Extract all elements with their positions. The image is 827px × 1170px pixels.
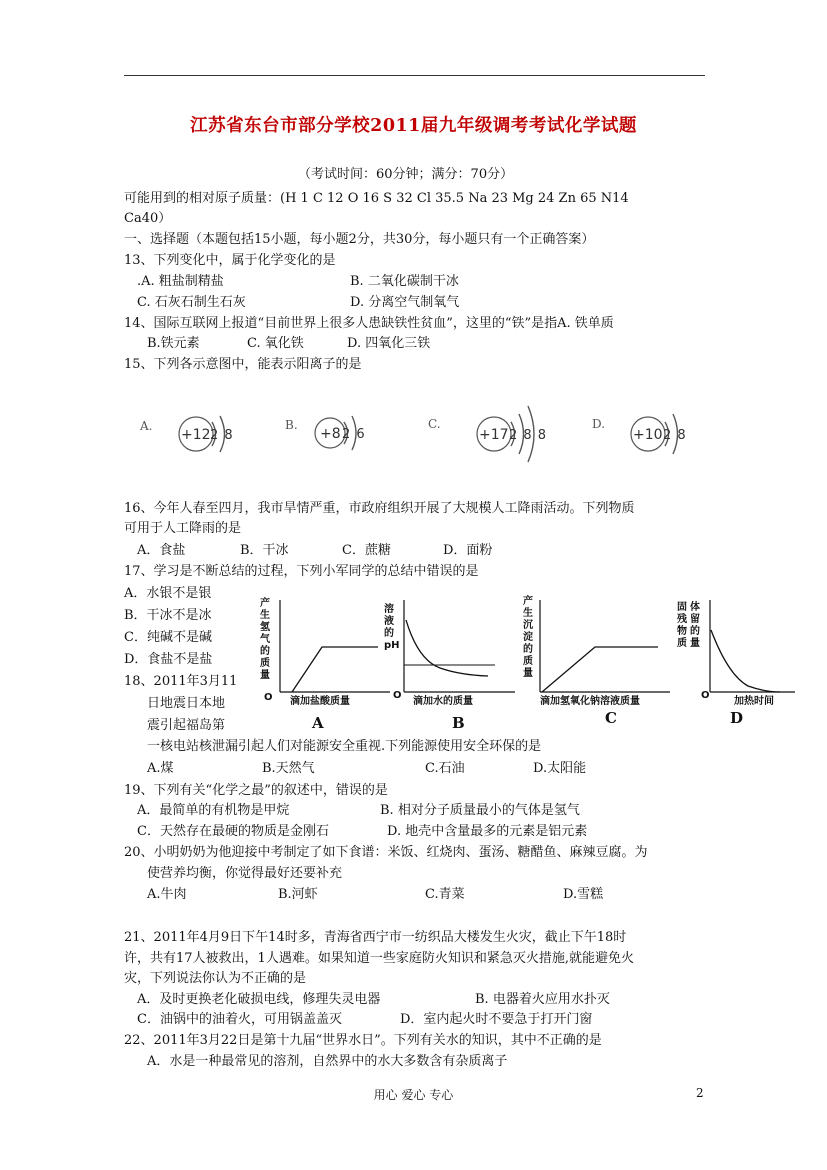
atom-a-nucleus: +12 — [181, 427, 211, 443]
graph-b-ylabel-char-0: 溶 — [384, 604, 394, 615]
graph-d — [677, 600, 795, 727]
graph-d-ylabel-col2-char-2: 的 — [690, 626, 700, 637]
atom-d-label: D. — [592, 417, 606, 431]
graph-c-xlabel: 滴加氢氧化钠溶液质量 — [540, 696, 640, 707]
q17-option-b: B．干冰不是冰 — [124, 608, 212, 623]
question-16-cont: 可用于人工降雨的是 — [124, 521, 242, 536]
atom-b — [285, 416, 366, 450]
question-20: 20、小明奶奶为他迎接中考制定了如下食谱：米饭、红烧肉、蛋汤、糖醋鱼、麻辣豆腐。为 — [124, 845, 648, 860]
graph-a-curve — [292, 647, 378, 692]
section-heading: 一、选择题（本题包括15小题，每小题2分，共30分，每小题只有一个正确答案） — [124, 232, 595, 247]
atom-d — [592, 414, 687, 454]
q21-option-d: D．室内起火时不要急于打开门窗 — [400, 1012, 593, 1027]
graph-d-ylabel-col2-char-0: 体 — [690, 602, 700, 613]
atom-d-nucleus: +10 — [633, 427, 663, 443]
q13-option-d: D. 分离空气制氧气 — [350, 295, 460, 310]
graph-b — [384, 600, 515, 732]
graph-b-ylabel-char-3: pH — [384, 640, 400, 651]
q17-option-d: D．食盐不是盐 — [124, 652, 213, 667]
q19-option-c: C．天然存在最硬的物质是金刚石 — [137, 824, 329, 839]
q16-option-c: C．蔗糖 — [342, 543, 391, 558]
q18-option-c: C.石油 — [425, 761, 465, 776]
question-22: 22、2011年3月22日是第十九届“世界水日”。下列有关水的知识，其中不正确的是 — [124, 1033, 602, 1048]
atom-a — [139, 416, 234, 452]
header-rule — [124, 75, 705, 76]
q17-option-a: A．水银不是银 — [124, 586, 212, 601]
graph-d-ylabel-col1-char-3: 质 — [677, 638, 687, 649]
q13-option-c: C. 石灰石制生石灰 — [137, 295, 246, 310]
footer-text: 用心 爱心 专心 — [373, 1088, 454, 1102]
graph-b-ylabel-char-1: 液 — [384, 616, 394, 627]
q21-option-b: B. 电器着火应用水扑灭 — [475, 992, 610, 1007]
q19-option-a: A．最简单的有机物是甲烷 — [137, 803, 290, 818]
q20-option-c: C.青菜 — [425, 887, 465, 902]
graph-d-origin: O — [701, 690, 710, 701]
q21-option-a: A．及时更换老化破损电线，修理失灵电器 — [137, 992, 381, 1007]
atomic-mass-line-2: Ca40） — [124, 211, 172, 226]
q20-option-a: A.牛肉 — [147, 887, 187, 902]
graph-d-letter: D — [730, 709, 744, 727]
q21-option-c: C．油锅中的油着火，可用锅盖盖灭 — [137, 1012, 342, 1027]
graph-c-letter: C — [605, 709, 617, 727]
graph-c-ylabel-char-6: 量 — [523, 668, 533, 679]
graph-a-ylabel-char-1: 生 — [260, 610, 270, 621]
question-21-line3: 灾，下列说法你认为不正确的是 — [124, 971, 307, 986]
q18-option-b: B.天然气 — [262, 761, 315, 776]
graph-b-origin: O — [393, 690, 402, 701]
q14-option-b: B.铁元素 — [147, 336, 200, 351]
graph-figure — [250, 590, 810, 740]
graph-d-ylabel-col1-char-2: 物 — [677, 626, 687, 637]
question-20-cont: 使营养均衡，你觉得最好还要补充 — [147, 866, 343, 881]
graph-a-origin: O — [264, 692, 273, 703]
atom-a-label: A. — [140, 419, 153, 433]
q18-option-d: D.太阳能 — [533, 761, 587, 776]
graph-a-xlabel: 滴加盐酸质量 — [290, 696, 350, 707]
graph-c-ylabel-char-5: 质 — [523, 656, 533, 667]
q17-option-c: C．纯碱不是碱 — [124, 630, 212, 645]
graph-d-ylabel-col1-char-1: 残 — [677, 614, 687, 625]
q14-option-d: D. 四氧化三铁 — [347, 336, 431, 351]
question-18-line4: 一核电站核泄漏引起人们对能源安全重视.下列能源使用安全环保的是 — [147, 739, 542, 754]
atom-diagrams — [130, 392, 710, 472]
question-16: 16、今年人春至四月，我市旱情严重，市政府组织开展了大规模人工降雨活动。下列物质 — [124, 501, 635, 516]
graph-a-ylabel-char-5: 质 — [260, 658, 270, 669]
graph-c-ylabel-char-4: 的 — [523, 644, 533, 655]
atom-c-nucleus: +17 — [479, 427, 509, 443]
graph-a-ylabel-char-0: 产 — [260, 598, 270, 609]
question-17: 17、学习是不断总结的过程，下列小军同学的总结中错误的是 — [124, 564, 479, 579]
atom-b-shells: 2 6 — [342, 427, 366, 442]
graph-b-letter: B — [452, 714, 465, 732]
q14-option-c: C. 氧化铁 — [247, 336, 304, 351]
atom-c — [428, 406, 547, 462]
q20-option-b: B.河虾 — [278, 887, 318, 902]
graph-a-ylabel-char-4: 的 — [260, 646, 270, 657]
question-21: 21、2011年4月9日下午14时多，青海省西宁市一纺织品大楼发生火灾，截止下午18时 — [124, 930, 627, 945]
q18-option-a: A.煤 — [147, 761, 174, 776]
q22-option-a: A．水是一种最常见的溶剂，自然界中的水大多数含有杂质离子 — [147, 1054, 508, 1069]
graph-c-ylabel-char-2: 沉 — [523, 620, 533, 631]
q20-option-d: D.雪糕 — [563, 887, 604, 902]
q13-option-b: B. 二氧化碳制干冰 — [350, 274, 459, 289]
graph-c — [522, 594, 670, 727]
question-13: 13、下列变化中，属于化学变化的是 — [124, 253, 336, 268]
atom-a-shells: 2 8 — [210, 428, 234, 443]
page-title: 江苏省东台市部分学校2011届九年级调考考试化学试题 — [190, 116, 637, 136]
graph-c-ylabel-char-1: 生 — [523, 608, 533, 619]
exam-info: （考试时间：60分钟；满分：70分） — [298, 167, 514, 182]
atomic-mass-line: 可能用到的相对原子质量：(H 1 C 12 O 16 S 32 Cl 35.5 Na 23 Mg 24 Zn 65 N14 — [124, 191, 629, 206]
page-number: 2 — [696, 1086, 704, 1100]
graph-a-ylabel-char-6: 量 — [260, 670, 270, 681]
graph-c-ylabel-char-3: 淀 — [523, 632, 533, 643]
question-18-line3: 震引起福岛第 — [147, 718, 226, 733]
q16-option-a: A．食盐 — [137, 543, 186, 558]
question-15: 15、下列各示意图中，能表示阳离子的是 — [124, 357, 362, 372]
atom-b-nucleus: +8 — [320, 426, 341, 442]
graph-a-ylabel-char-2: 氢 — [260, 622, 270, 633]
q16-option-b: B．干冰 — [240, 543, 289, 558]
graph-d-ylabel-col2-char-1: 留 — [690, 614, 700, 625]
question-19: 19、下列有关“化学之最”的叙述中，错误的是 — [124, 783, 388, 798]
q19-option-d: D. 地壳中含量最多的元素是铝元素 — [387, 824, 588, 839]
graph-d-ylabel-col2-char-3: 量 — [690, 638, 700, 649]
q13-option-a: .A. 粗盐制精盐 — [137, 274, 224, 289]
graph-a — [260, 596, 390, 732]
graph-a-letter: A — [312, 714, 324, 732]
question-21-line2: 许，共有17人被救出，1人遇难。如果知道一些家庭防火知识和紧急灭火措施,就能避免火 — [124, 951, 634, 966]
graph-b-ylabel-char-2: 的 — [384, 628, 394, 639]
q16-option-d: D．面粉 — [443, 543, 493, 558]
atom-c-shells: 2 8 8 — [509, 428, 548, 443]
graph-d-curve — [711, 630, 780, 692]
graph-d-ylabel-col1-char-0: 固 — [677, 602, 687, 613]
graph-b-xlabel: 滴加水的质量 — [413, 696, 473, 707]
q19-option-b: B. 相对分子质量最小的气体是氢气 — [380, 803, 580, 818]
graph-d-xlabel: 加热时间 — [734, 696, 774, 707]
question-18: 18、2011年3月11 — [124, 674, 238, 689]
atom-d-shells: 2 8 — [663, 428, 687, 443]
question-14: 14、国际互联网上报道“目前世界上很多人患缺铁性贫血”，这里的“铁”是指A. 铁单质 — [124, 316, 614, 331]
atom-c-label: C. — [428, 417, 441, 431]
atom-b-label: B. — [285, 418, 298, 432]
question-18-line2: 日地震日本地 — [147, 696, 226, 711]
graph-b-curve — [406, 620, 488, 676]
graph-c-ylabel-char-0: 产 — [523, 596, 533, 607]
graph-c-curve — [542, 647, 658, 692]
graph-a-ylabel-char-3: 气 — [260, 634, 270, 645]
